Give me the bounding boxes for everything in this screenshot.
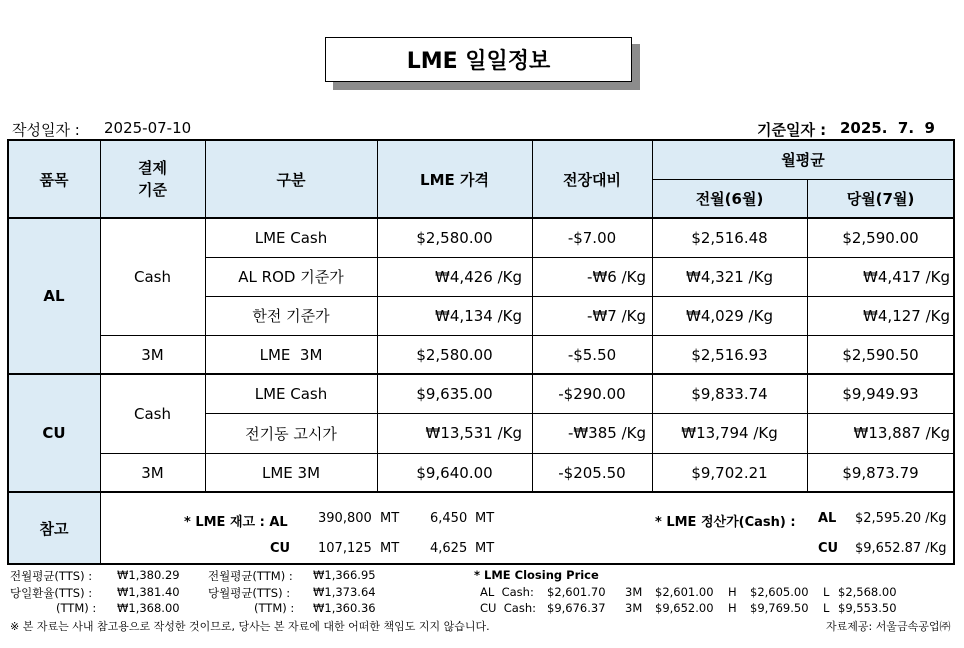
closing-al-l-label: L [823,585,830,599]
rate-label: 전월평균(TTM) : [208,569,293,583]
row-prev-avg: $2,516.48 [691,228,768,247]
header-monthly-avg: 월평균 [652,140,954,179]
rate-label: 당월평균(TTS) : [208,586,291,600]
row-change: -₩385 /Kg [567,424,646,442]
row-price: ₩4,134 /Kg [435,306,522,325]
header-category: 구분 [205,140,377,218]
row-curr-avg: ₩13,887 /Kg [853,424,950,442]
stock-cu-unit: MT [380,541,400,556]
row-change: -₩7 /Kg [587,306,646,325]
written-date: 2025-07-10 [104,119,192,137]
row-category: LME 3M [261,463,321,482]
reference-label: 참고 [39,519,69,538]
closing-cu-h: $9,769.50 [750,601,809,615]
closing-cu-l: $9,553.50 [838,601,897,615]
header-settle-basis [100,140,205,218]
header-prev-month: 전월(6월) [652,179,807,218]
row-category: AL ROD 기준가 [238,268,344,286]
header-lme-price: LME 가격 [377,140,532,218]
stock-cu-change: 4,625 [430,541,468,556]
closing-cu-cash: $9,676.37 [547,601,606,615]
row-curr-avg: $2,590.50 [842,345,919,364]
closing-al-h-label: H [728,585,737,599]
row-change: -$7.00 [567,228,617,247]
settle-cu-label: CU [818,541,839,556]
disclaimer: ※ 본 자료는 사내 참고용으로 작성한 것이므로, 당사는 본 자료에 대한 어떠한 책임도 지지 않습니다. [10,620,490,633]
closing-al-cash: $2,601.70 [547,585,606,599]
item-cu: CU [42,424,66,442]
settle-cu: $9,652.87 /Kg [855,541,947,556]
stock-cu-change-unit: MT [475,541,495,556]
rate-value: ₩1,360.36 [313,601,376,615]
row-category: LME Cash [254,228,328,247]
row-category: 전기동 고시가 [245,424,337,443]
basis-cu-3m: 3M [141,463,164,482]
row-prev-avg: $2,516.93 [691,345,768,364]
header-curr-month: 당월(7월) [807,179,954,218]
settle-al-label: AL [818,511,837,526]
row-curr-avg: $9,949.93 [842,384,919,403]
settle-al: $2,595.20 /Kg [855,511,947,526]
row-curr-avg: ₩4,417 /Kg [863,267,950,286]
row-prev-avg: ₩13,794 /Kg [681,424,778,442]
row-prev-avg: ₩4,029 /Kg [686,306,773,325]
header-settle-basis-line1: 결제 [138,159,167,177]
row-category: LME Cash [254,384,328,403]
row-change: -₩6 /Kg [587,267,646,286]
row-prev-avg: $9,833.74 [691,384,768,403]
rate-value: ₩1,380.29 [117,568,180,582]
basis-cu-cash: Cash [134,404,171,423]
row-price: ₩4,426 /Kg [435,267,522,286]
rate-label: 당일환율(TTS) : [10,586,93,600]
row-price: $2,580.00 [416,228,493,247]
closing-al-3m-label: 3M [625,585,643,599]
item-al: AL [43,287,65,305]
rate-value: ₩1,381.40 [117,585,180,599]
closing-al-label: AL Cash: [480,585,534,599]
closing-al-h: $2,605.00 [750,585,809,599]
row-price: $9,635.00 [416,384,493,403]
closing-cu-3m: $9,652.00 [655,601,714,615]
closing-title: * LME Closing Price [474,568,599,582]
base-date: 2025. 7. 9 [840,119,935,137]
closing-cu-label: CU Cash: [480,601,536,615]
header-item: 품목 [8,140,100,218]
base-date-label: 기준일자 : [757,121,827,139]
closing-cu-3m-label: 3M [625,601,643,615]
row-curr-avg: $9,873.79 [842,463,919,482]
stock-label: * LME 재고 : AL [184,515,288,530]
row-price: ₩13,531 /Kg [425,424,522,442]
row-category: LME 3M [259,345,323,364]
rate-value: ₩1,373.64 [313,585,376,599]
row-price: $2,580.00 [416,345,493,364]
row-change: -$205.50 [558,463,626,482]
stock-cu: 107,125 [318,541,372,556]
row-price: $9,640.00 [416,463,493,482]
row-curr-avg: ₩4,127 /Kg [863,306,950,325]
rate-label: (TTM) : [254,601,295,615]
settle-label: * LME 정산가(Cash) : [655,515,796,530]
row-prev-avg: ₩4,321 /Kg [686,267,773,286]
stock-al: 390,800 [318,511,372,526]
header-change: 전장대비 [532,140,652,218]
page-title: LME 일일정보 [325,37,632,82]
written-date-label: 작성일자 : [12,121,80,139]
rate-label: (TTM) : [56,601,97,615]
rate-value: ₩1,368.00 [117,601,180,615]
closing-al-3m: $2,601.00 [655,585,714,599]
row-curr-avg: $2,590.00 [842,228,919,247]
row-prev-avg: $9,702.21 [691,463,768,482]
stock-cu-label: CU [270,541,291,556]
stock-al-change: 6,450 [430,511,468,526]
data-source: 자료제공: 서울금속공업㈜ [826,620,951,633]
closing-cu-l-label: L [823,601,830,615]
basis-al-3m: 3M [141,345,164,364]
rate-value: ₩1,366.95 [313,568,376,582]
stock-al-change-unit: MT [475,511,495,526]
header-settle-basis-line2: 기준 [138,181,167,199]
basis-al-cash: Cash [134,267,171,286]
closing-cu-h-label: H [728,601,737,615]
row-change: -$290.00 [558,384,626,403]
stock-al-unit: MT [380,511,400,526]
row-category: 한전 기준가 [252,307,330,325]
rate-label: 전월평균(TTS) : [10,569,93,583]
closing-al-l: $2,568.00 [838,585,897,599]
row-change: -$5.50 [567,345,617,364]
